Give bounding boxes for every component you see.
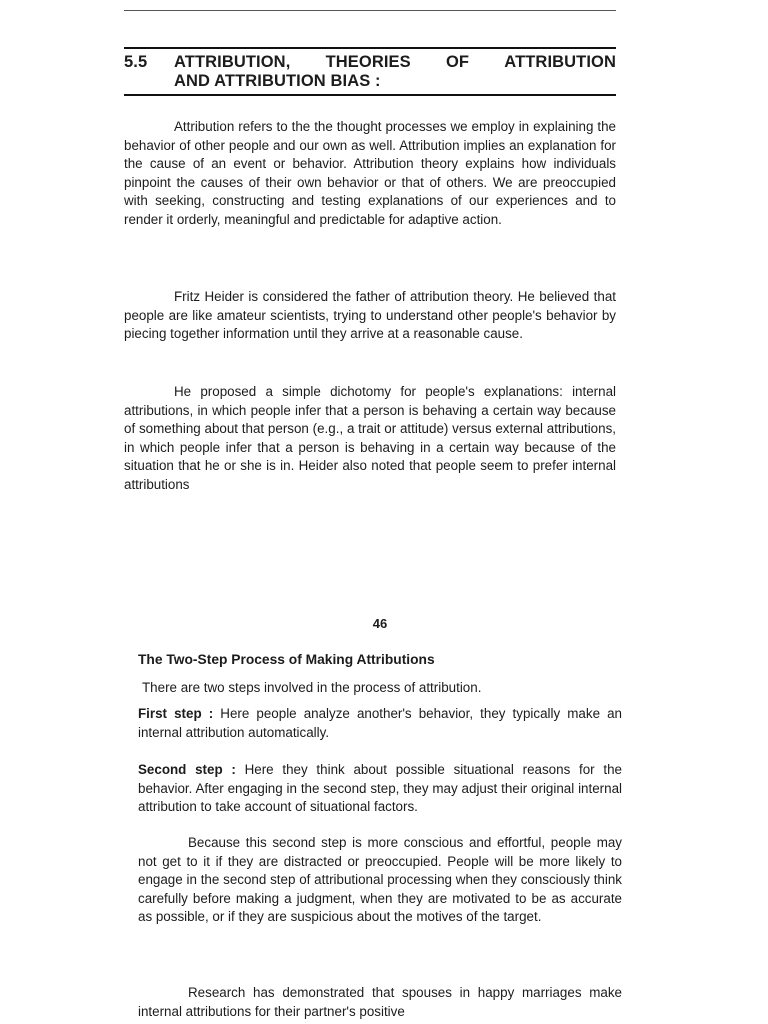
page-number: 46: [372, 616, 388, 631]
paragraph-dichotomy: He proposed a simple dichotomy for people's explanations: internal attributions, in which people infer that a person is behaving a certain way because of something about that person (e.g., a trait or attitude) versus external attributions, in which people infer that a person is behaving in a certain way because of the situation that he or she is in. Heider also noted that people seem to prefer internal attributions: [124, 384, 616, 492]
top-rule: [124, 10, 616, 11]
section-title-line1: [174, 53, 616, 72]
paragraph-fritz-heider: Fritz Heider is considered the father of attribution theory. He believed that people are like amateur scientists, trying to understand other people's behavior by piecing together information until they arrive at a reasonable cause.: [124, 289, 616, 342]
title-word: OF: [445, 53, 470, 71]
second-step-label: Second step :: [138, 762, 236, 777]
second-step-text: Here they think about possible situational reasons for the behavior. After engaging in the second step, they may adjust their original internal attribution to take account of situational factors.: [138, 762, 622, 815]
paragraph-second-step: [138, 761, 622, 817]
paragraph-attribution-definition: Attribution refers to the the thought processes we employ in explaining the behavior of other people and our own as well. Attribution implies an explanation for the cause of an event or behavior. Attribution theory explains how individuals pinpoint the causes of their own behavior or that of others. We are preoccupied with seeking, constructing and testing explanations of our experiences and to render it orderly, meaningful and predictable for adaptive action.: [124, 119, 616, 227]
title-word: THEORIES: [325, 53, 411, 71]
section-heading: [124, 47, 616, 96]
paragraph-two-steps-intro: There are two steps involved in the process of attribution.: [142, 680, 482, 695]
paragraph-first-step: [138, 705, 622, 742]
paragraph-research: Research has demonstrated that spouses in happy marriages make internal attributions for their partner's positive: [138, 985, 622, 1019]
paragraph-conscious-effortful: Because this second step is more conscious and effortful, people may not get to it if they are distracted or preoccupied. People will be more likely to engage in the second step of attributional processing when they consciously think carefully before making a judgment, when they are motivated to be as accurate as possible, or if they are suspicious about the motives of the target.: [138, 835, 622, 925]
section-number: 5.5: [124, 53, 148, 71]
title-word: ATTRIBUTION,: [174, 53, 291, 71]
section-title-line2: AND ATTRIBUTION BIAS :: [174, 72, 381, 90]
subsection-title: The Two-Step Process of Making Attributions: [138, 652, 435, 667]
first-step-text: Here people analyze another's behavior, they typically make an internal attribution automatically.: [138, 706, 623, 740]
first-step-label: First step :: [138, 706, 214, 721]
title-word: ATTRIBUTION: [504, 53, 616, 71]
